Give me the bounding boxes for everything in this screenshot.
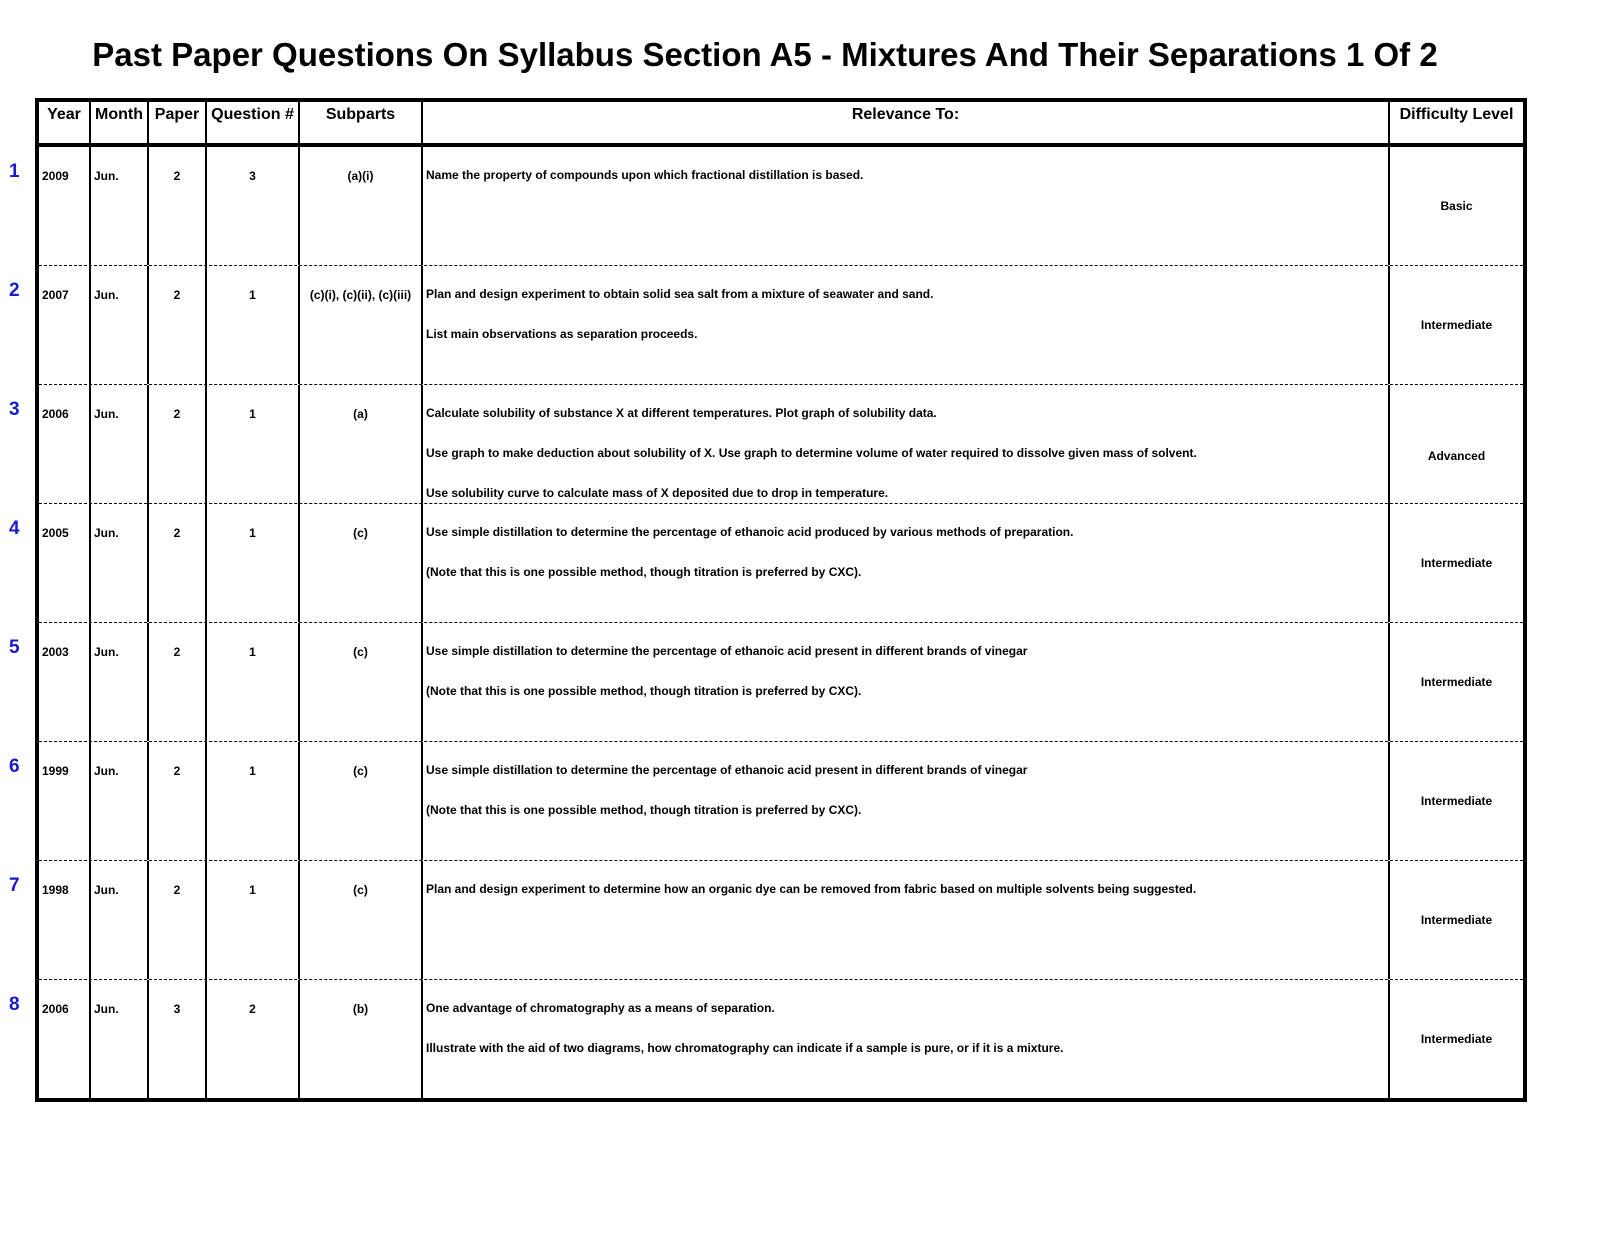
cell-relevance xyxy=(423,742,1390,860)
relevance-line: Plan and design experiment to determine how an organic dye can be removed from fabric based on multiple solvents being suggested. xyxy=(426,882,1197,896)
cell-paper: 2 xyxy=(149,385,207,527)
cell-month: Jun. xyxy=(91,861,149,979)
table-row xyxy=(9,980,1523,1098)
relevance-line: Use simple distillation to determine the percentage of ethanoic acid present in different brands of vinegar xyxy=(426,644,1028,658)
cell-subparts: (b) xyxy=(300,980,423,1098)
cell-year: 2009 xyxy=(39,147,91,265)
row-number: 1 xyxy=(9,161,20,182)
cell-question: 1 xyxy=(207,623,300,741)
header-relevance: Relevance To: xyxy=(423,102,1390,143)
cell-month: Jun. xyxy=(91,504,149,622)
cell-year: 2006 xyxy=(39,980,91,1098)
cell-difficulty: Intermediate xyxy=(1420,556,1493,570)
cell-question: 3 xyxy=(207,147,300,265)
cell-difficulty: Intermediate xyxy=(1420,318,1493,332)
relevance-line: (Note that this is one possible method, though titration is preferred by CXC). xyxy=(426,684,862,698)
cell-question: 1 xyxy=(207,742,300,860)
relevance-line: Use simple distillation to determine the percentage of ethanoic acid present in different brands of vinegar xyxy=(426,763,1028,777)
row-number: 8 xyxy=(9,994,20,1015)
page-title: Past Paper Questions On Syllabus Section A5 - Mixtures And Their Separations 1 Of 2 xyxy=(92,36,1438,73)
header-paper: Paper xyxy=(149,102,207,143)
cell-month: Jun. xyxy=(91,623,149,741)
cell-relevance xyxy=(423,980,1390,1098)
row-number: 7 xyxy=(9,875,20,896)
relevance-line: Name the property of compounds upon which fractional distillation is based. xyxy=(426,168,864,182)
row-number: 4 xyxy=(9,518,20,539)
cell-relevance xyxy=(423,147,1390,265)
relevance-line: Use solubility curve to calculate mass of X deposited due to drop in temperature. xyxy=(426,486,889,500)
relevance-line: Calculate solubility of substance X at different temperatures. Plot graph of solubility data. xyxy=(426,406,937,420)
row-number: 5 xyxy=(9,637,20,658)
cell-year: 1998 xyxy=(39,861,91,979)
cell-relevance xyxy=(423,266,1390,384)
table-row xyxy=(9,385,1523,504)
cell-subparts: (c) xyxy=(300,861,423,979)
cell-paper: 2 xyxy=(149,504,207,622)
relevance-line: Use simple distillation to determine the percentage of ethanoic acid produced by various methods of preparation. xyxy=(426,525,1074,539)
table-body xyxy=(9,147,1523,1098)
header-month: Month xyxy=(91,102,149,143)
cell-difficulty: Advanced xyxy=(1427,449,1486,463)
cell-subparts: (c) xyxy=(300,504,423,622)
cell-month: Jun. xyxy=(91,980,149,1098)
cell-year: 2005 xyxy=(39,504,91,622)
cell-relevance xyxy=(423,861,1390,979)
relevance-line: Illustrate with the aid of two diagrams, how chromatography can indicate if a sample is pure, or if it is a mixture. xyxy=(426,1041,1064,1055)
cell-question: 1 xyxy=(207,861,300,979)
cell-month: Jun. xyxy=(91,742,149,860)
cell-relevance xyxy=(423,623,1390,741)
header-subparts: Subparts xyxy=(300,102,423,143)
cell-subparts: (c)(i), (c)(ii), (c)(iii) xyxy=(300,266,423,384)
cell-year: 2007 xyxy=(39,266,91,384)
table-row xyxy=(9,147,1523,266)
cell-difficulty: Intermediate xyxy=(1420,675,1493,689)
cell-difficulty: Intermediate xyxy=(1420,913,1493,927)
cell-subparts: (a) xyxy=(300,385,423,527)
table-row xyxy=(9,266,1523,385)
table-row xyxy=(9,861,1523,980)
cell-difficulty: Basic xyxy=(1440,199,1473,213)
cell-year: 1999 xyxy=(39,742,91,860)
cell-question: 1 xyxy=(207,504,300,622)
cell-relevance xyxy=(423,504,1390,622)
relevance-line: Plan and design experiment to obtain solid sea salt from a mixture of seawater and sand. xyxy=(426,287,934,301)
row-number: 2 xyxy=(9,280,20,301)
cell-month: Jun. xyxy=(91,385,149,527)
cell-subparts: (c) xyxy=(300,742,423,860)
cell-difficulty: Intermediate xyxy=(1420,794,1493,808)
relevance-line: (Note that this is one possible method, though titration is preferred by CXC). xyxy=(426,803,862,817)
cell-difficulty: Intermediate xyxy=(1420,1032,1493,1046)
cell-paper: 2 xyxy=(149,266,207,384)
table-header xyxy=(39,102,1523,147)
cell-month: Jun. xyxy=(91,266,149,384)
cell-paper: 2 xyxy=(149,861,207,979)
cell-paper: 2 xyxy=(149,147,207,265)
row-number: 3 xyxy=(9,399,20,420)
cell-paper: 3 xyxy=(149,980,207,1098)
questions-table xyxy=(9,98,1527,1102)
cell-month: Jun. xyxy=(91,147,149,265)
cell-paper: 2 xyxy=(149,742,207,860)
cell-subparts: (c) xyxy=(300,623,423,741)
cell-question: 1 xyxy=(207,266,300,384)
table-row xyxy=(9,623,1523,742)
header-year: Year xyxy=(39,102,91,143)
row-number: 6 xyxy=(9,756,20,777)
relevance-line: One advantage of chromatography as a means of separation. xyxy=(426,1001,775,1015)
relevance-line: (Note that this is one possible method, though titration is preferred by CXC). xyxy=(426,565,862,579)
table-row xyxy=(9,742,1523,861)
cell-year: 2006 xyxy=(39,385,91,527)
header-difficulty: Difficulty Level xyxy=(1399,106,1514,123)
relevance-line: List main observations as separation proceeds. xyxy=(426,327,698,341)
cell-subparts: (a)(i) xyxy=(300,147,423,265)
relevance-line: Use graph to make deduction about solubility of X. Use graph to determine volume of water required to dissolve given mass of solvent. xyxy=(426,446,1197,460)
cell-question: 2 xyxy=(207,980,300,1098)
cell-paper: 2 xyxy=(149,623,207,741)
cell-question: 1 xyxy=(207,385,300,527)
table-row xyxy=(9,504,1523,623)
cell-year: 2003 xyxy=(39,623,91,741)
header-question: Question # xyxy=(207,102,300,143)
